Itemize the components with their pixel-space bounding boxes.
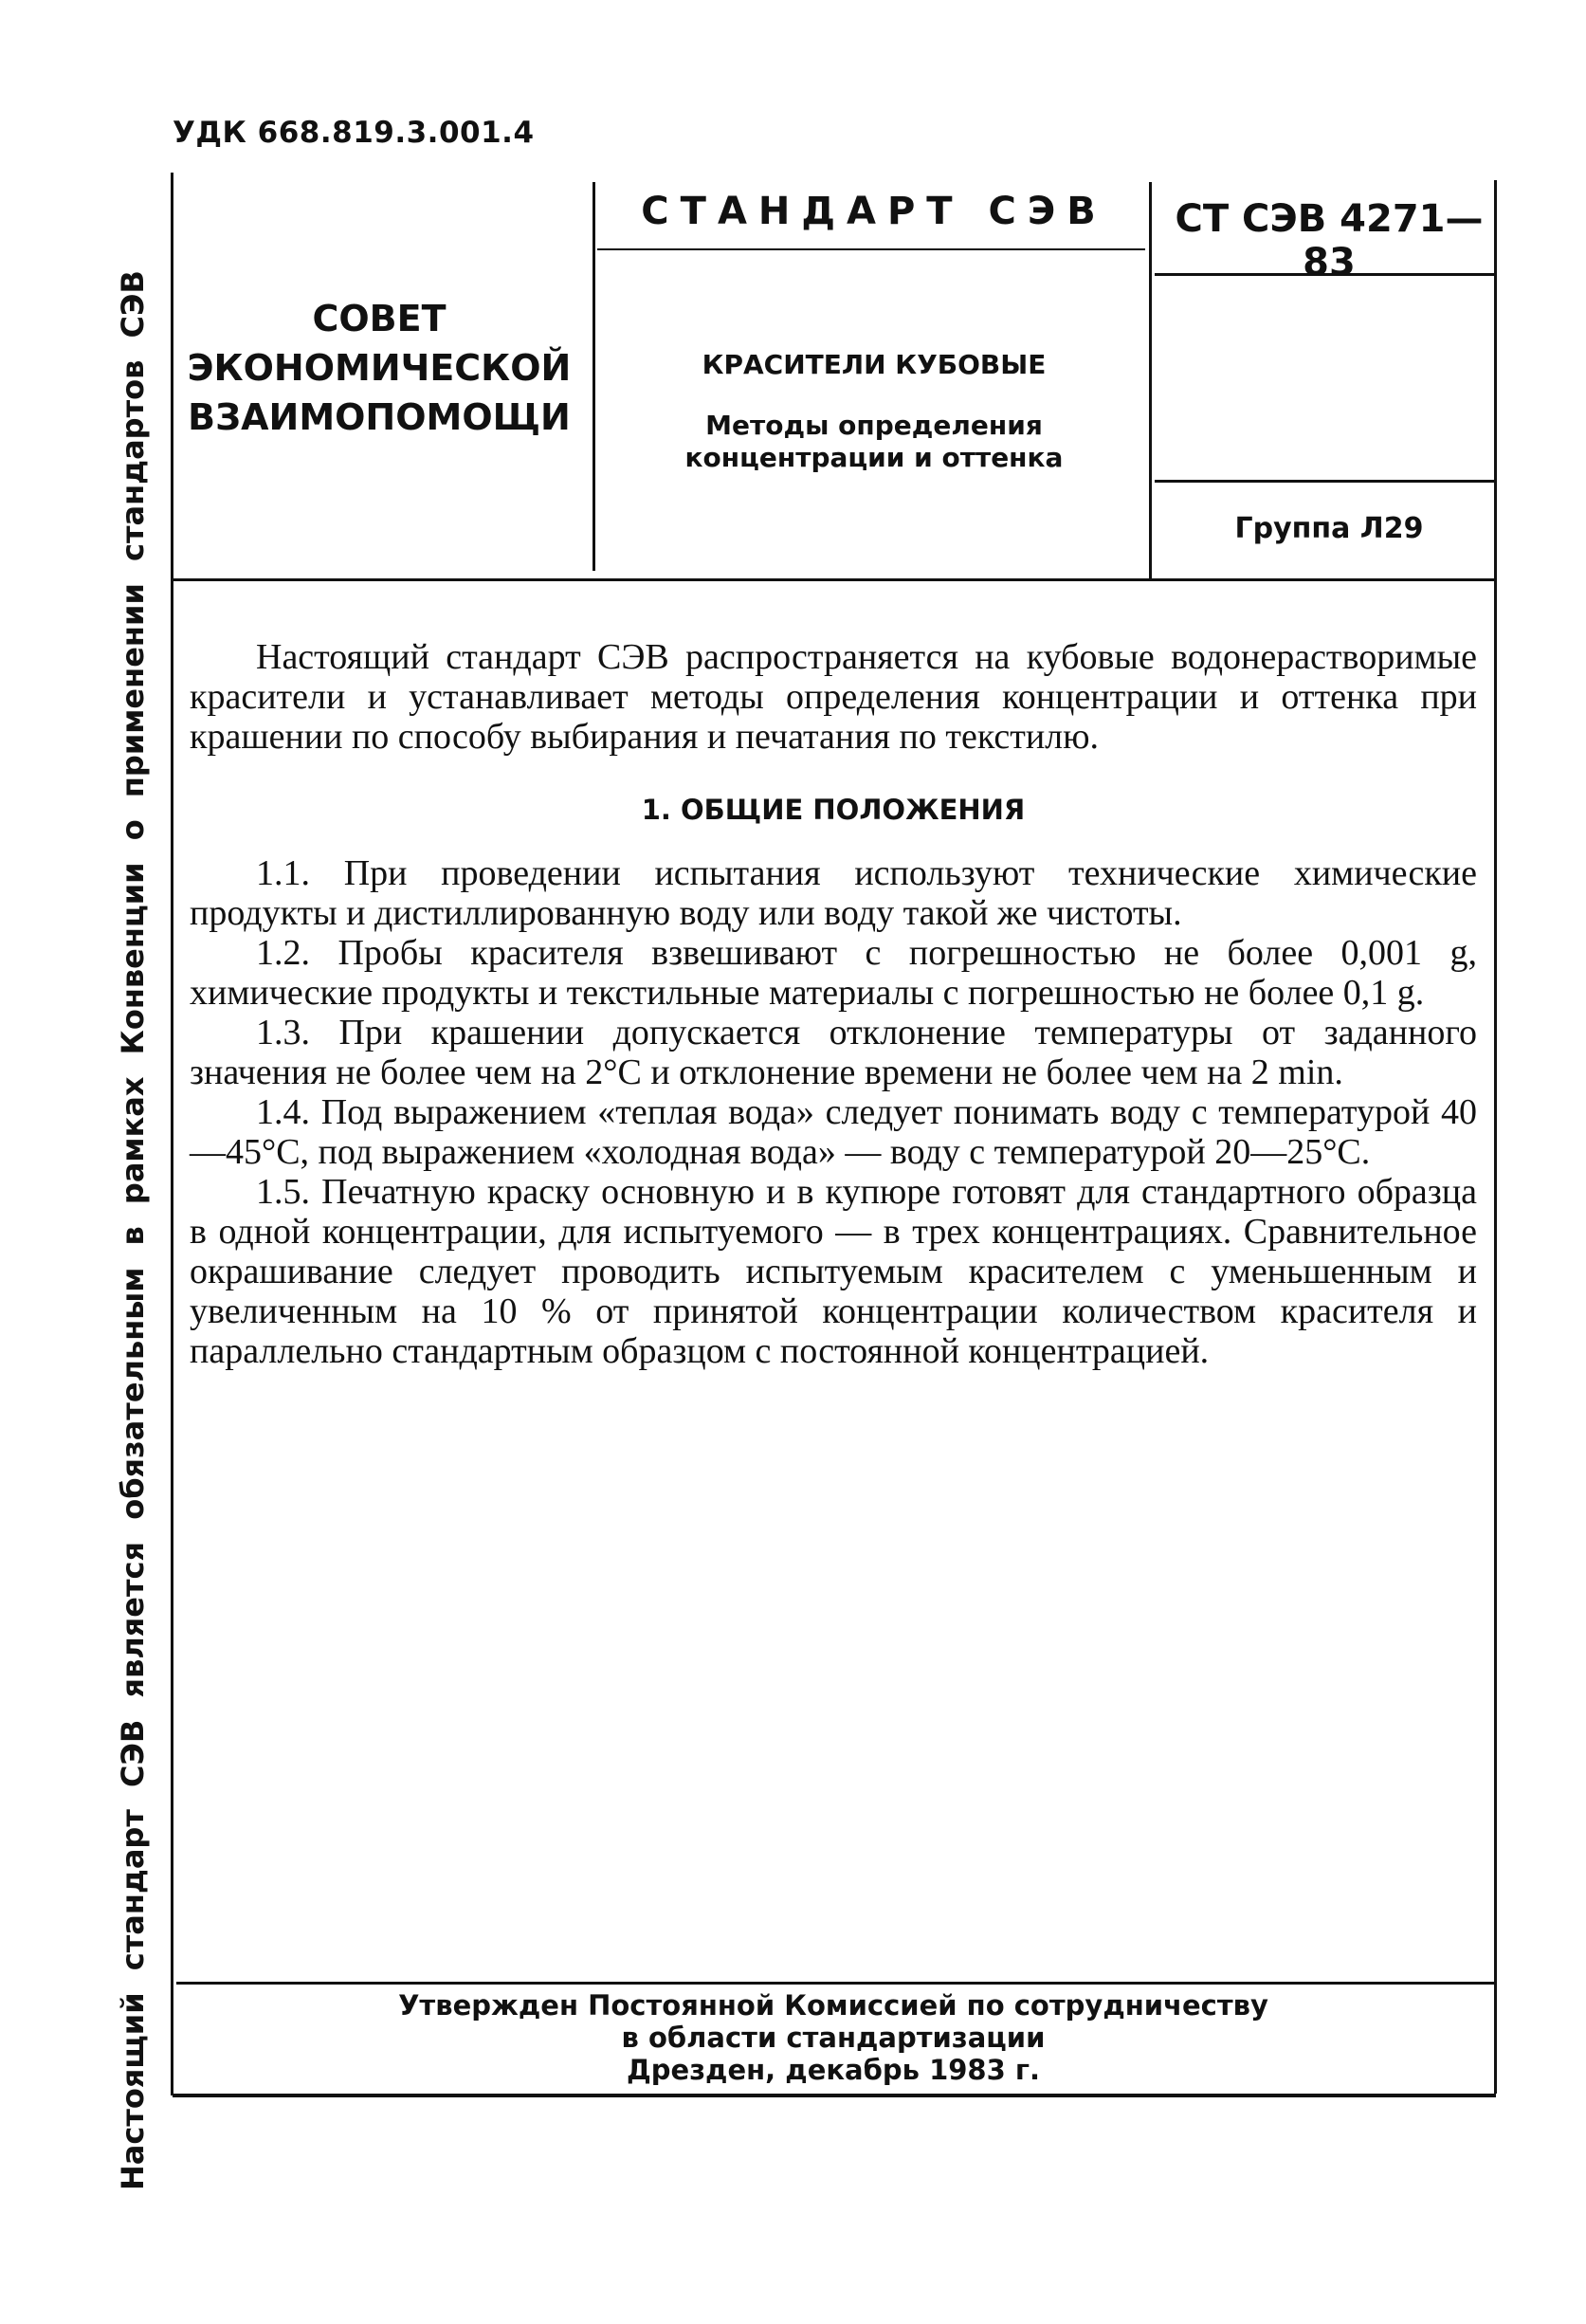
council-line: ЭКОНОМИЧЕСКОЙ: [187, 347, 572, 389]
clause-1-2: 1.2. Пробы красителя взвешивают с погрешностью не более 0,001 g, химические продукты и текстильные материалы с погрешностью не более 0,1 g.: [190, 933, 1477, 1013]
methods-line: Методы определения: [705, 410, 1043, 441]
footer-bottom-rule: [173, 2094, 1496, 2097]
clause-1-1: 1.1. При проведении испытания используют технические химические продукты и дистиллированную воду или воду такой же чистоты.: [190, 853, 1477, 933]
council-line: СОВЕТ: [312, 298, 447, 339]
methods-line: концентрации и оттенка: [684, 442, 1064, 473]
frame-right-border: [1494, 180, 1497, 2094]
frame-left-border: [171, 173, 173, 2095]
clause-1-5: 1.5. Печатную краску основную и в купюре готовят для стандартного образца в одной концентрации, для испытуемого — в трех концентрациях. Сравнительное окрашивание следует проводить испытуемым красителем с уменьшенным и увеличенным на 10 % от принятой концентрации количеством красителя и параллельно стандартным образцом с постоянной концентрацией.: [190, 1172, 1477, 1371]
standard-code: СТ СЭВ 4271—83: [1175, 197, 1484, 284]
document-subject: КРАСИТЕЛИ КУБОВЫЕ: [702, 349, 1047, 380]
document-body: [190, 637, 1477, 1371]
header-bottom-rule: [171, 578, 1494, 581]
clause-1-3: 1.3. При крашении допускается отклонение температуры от заданного значения не более чем на 2°С и отклонение времени не более чем на 2 min.: [190, 1013, 1477, 1092]
approval-note: [190, 1989, 1477, 2086]
council-name: [180, 294, 578, 442]
council-line: ВЗАИМОПОМОЩИ: [188, 396, 571, 438]
header-divider-1: [592, 182, 595, 571]
approval-line: в области стандартизации: [621, 2022, 1046, 2054]
header-divider-2: [1149, 182, 1152, 580]
section-title: 1. ОБЩИЕ ПОЛОЖЕНИЯ: [641, 794, 1026, 826]
udk-code: УДК 668.819.3.001.4: [173, 116, 535, 150]
side-note-vertical: Настоящий стандарт СЭВ является обязательным в рамках Конвенции о применении стандартов СЭВ: [115, 270, 151, 2190]
standard-group: Группа Л29: [1234, 512, 1424, 545]
approval-line: Дрезден, декабрь 1983 г.: [626, 2054, 1041, 2086]
header-rule-group: [1155, 480, 1494, 483]
document-methods: [599, 410, 1149, 474]
intro-paragraph: Настоящий стандарт СЭВ распространяется на кубовые водонерастворимые красители и устанавливает методы определения концентрации и оттенка при крашении по способу выбирания и печатания по текстилю.: [190, 637, 1477, 757]
footer-top-rule: [176, 1982, 1496, 1985]
header-rule-standard: [597, 248, 1145, 250]
standard-label: СТАНДАРТ СЭВ: [641, 190, 1107, 233]
clause-1-4: 1.4. Под выражением «теплая вода» следует понимать воду с температурой 40—45°С, под выражением «холодная вода» — воду с температурой 20—25°С.: [190, 1092, 1477, 1172]
approval-line: Утвержден Постоянной Комиссией по сотрудничеству: [398, 1989, 1268, 2022]
